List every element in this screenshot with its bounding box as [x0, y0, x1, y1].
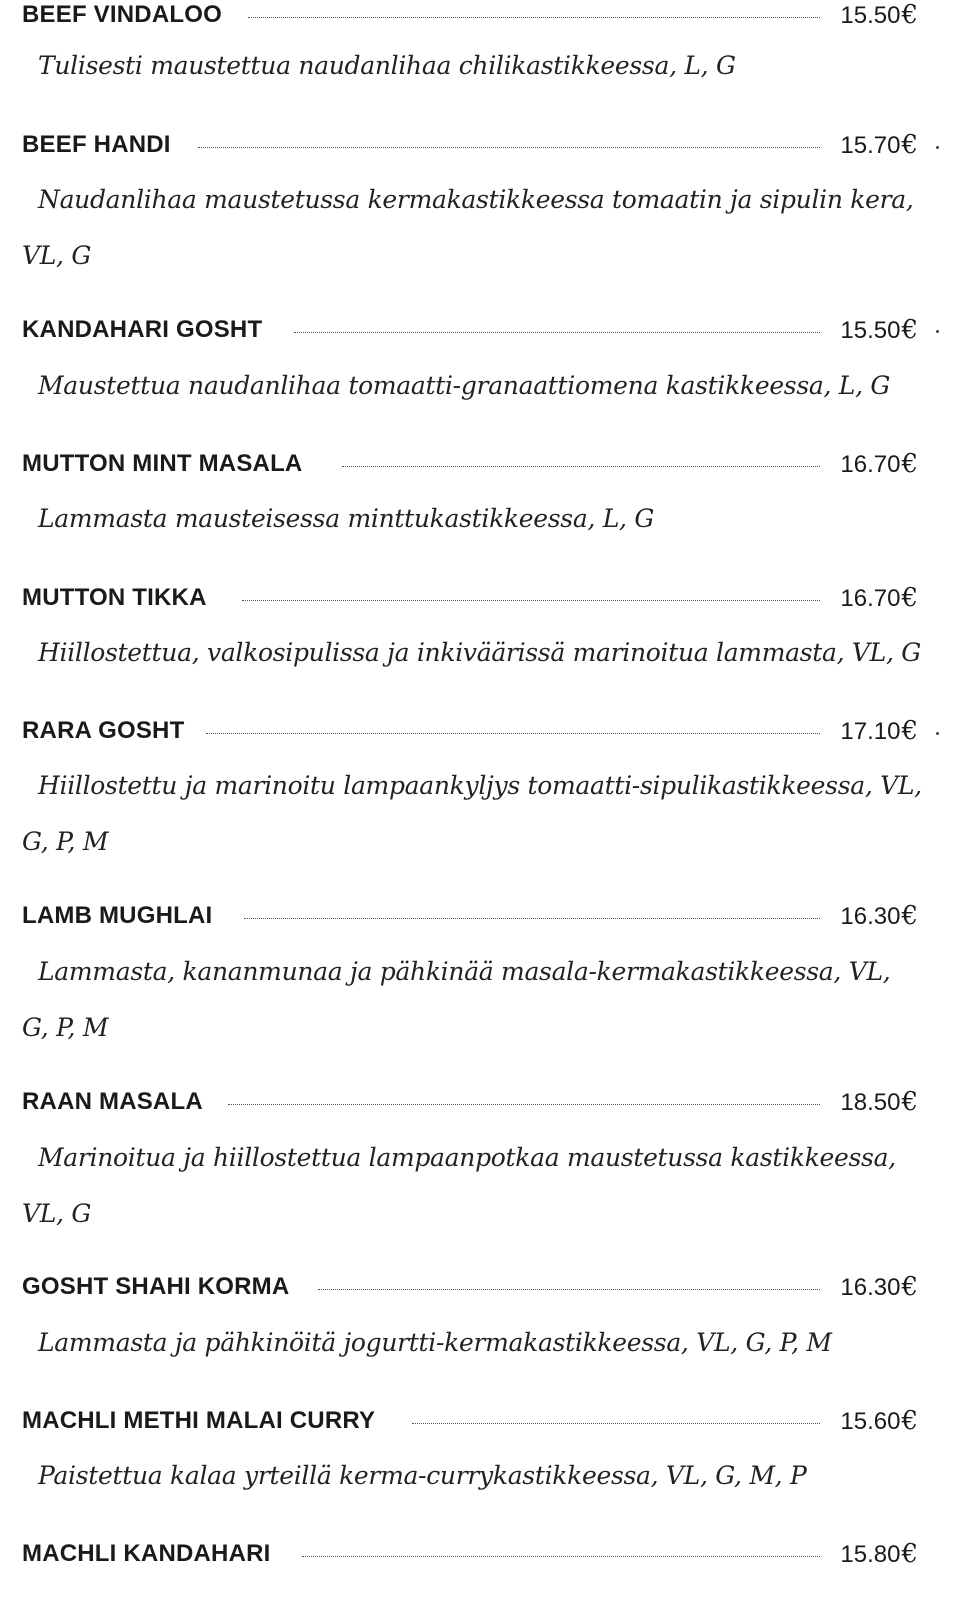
dish-name: RARA GOSHT [22, 717, 185, 744]
dotted-leader [206, 733, 820, 734]
margin-dot [936, 732, 939, 735]
dish-description: Paistettua kalaa yrteillä kerma-currykastikkeessa, VL, G, M, P [38, 1461, 807, 1490]
dish-name: MACHLI KANDAHARI [22, 1540, 271, 1567]
dish-price: 17.10€ [840, 716, 918, 746]
dish-name: MUTTON TIKKA [22, 584, 207, 611]
dish-description: Tulisesti maustettua naudanlihaa chilikastikkeessa, L, G [38, 51, 736, 80]
euro-sign: € [901, 0, 918, 30]
menu-item-row [22, 716, 940, 750]
dish-price: 18.50€ [840, 1087, 918, 1117]
dotted-leader [248, 17, 820, 18]
margin-dot [936, 146, 939, 149]
dish-price: 16.70€ [840, 449, 918, 479]
margin-dot [936, 330, 939, 333]
dish-description: Naudanlihaa maustetussa kermakastikkeessa tomaatin ja sipulin kera, VL, G [22, 185, 914, 270]
dish-price: 16.70€ [840, 583, 918, 613]
euro-sign: € [901, 716, 918, 746]
menu-item-row [22, 583, 940, 617]
menu-item-row [22, 315, 940, 349]
dish-price: 15.50€ [840, 315, 918, 345]
euro-sign: € [901, 1539, 918, 1569]
euro-sign: € [901, 1087, 918, 1117]
dotted-leader [228, 1104, 820, 1105]
dish-description: Lammasta ja pähkinöitä jogurtti-kermakastikkeessa, VL, G, P, M [38, 1328, 832, 1357]
dish-name: LAMB MUGHLAI [22, 902, 213, 929]
menu-item-row [22, 0, 940, 34]
dish-description: Lammasta mausteisessa minttukastikkeessa, L, G [38, 504, 654, 533]
dotted-leader [244, 918, 820, 919]
menu-item-row [22, 1539, 940, 1573]
euro-sign: € [901, 1406, 918, 1436]
dotted-leader [302, 1556, 820, 1557]
dotted-leader [318, 1289, 820, 1290]
dotted-leader [242, 600, 820, 601]
dish-price: 16.30€ [840, 901, 918, 931]
dish-name: BEEF VINDALOO [22, 1, 222, 28]
euro-sign: € [901, 901, 918, 931]
euro-sign: € [901, 130, 918, 160]
dish-price: 15.70€ [840, 130, 918, 160]
menu-item-row [22, 1406, 940, 1440]
euro-sign: € [901, 583, 918, 613]
menu-item-row [22, 1087, 940, 1121]
menu-item-row [22, 130, 940, 164]
menu-item-row [22, 1272, 940, 1306]
dish-price: 15.80€ [840, 1539, 918, 1569]
dotted-leader [412, 1423, 820, 1424]
dish-name: KANDAHARI GOSHT [22, 316, 263, 343]
dish-description: Marinoitua ja hiillostettua lampaanpotkaa maustetussa kastikkeessa, VL, G [22, 1143, 896, 1228]
dish-name: BEEF HANDI [22, 131, 171, 158]
euro-sign: € [901, 315, 918, 345]
dish-description: Maustettua naudanlihaa tomaatti-granaattiomena kastikkeessa, L, G [38, 371, 891, 400]
dotted-leader [198, 147, 820, 148]
dish-description: Hiillostettua, valkosipulissa ja inkiväärissä marinoitua lammasta, VL, G [38, 638, 921, 667]
menu-item-row [22, 449, 940, 483]
dotted-leader [294, 332, 820, 333]
dish-price: 15.60€ [840, 1406, 918, 1436]
euro-sign: € [901, 449, 918, 479]
dish-name: RAAN MASALA [22, 1088, 203, 1115]
dish-price: 15.50€ [840, 0, 918, 30]
dish-price: 16.30€ [840, 1272, 918, 1302]
dish-description: Lammasta, kananmunaa ja pähkinää masala-kermakastikkeessa, VL, G, P, M [22, 957, 891, 1042]
dotted-leader [342, 466, 820, 467]
dish-name: MACHLI METHI MALAI CURRY [22, 1407, 376, 1434]
dish-description: Hiillostettu ja marinoitu lampaankyljys tomaatti-sipulikastikkeessa, VL, G, P, M [22, 771, 922, 856]
euro-sign: € [901, 1272, 918, 1302]
menu-item-row [22, 901, 940, 935]
dish-name: GOSHT SHAHI KORMA [22, 1273, 290, 1300]
dish-name: MUTTON MINT MASALA [22, 450, 303, 477]
